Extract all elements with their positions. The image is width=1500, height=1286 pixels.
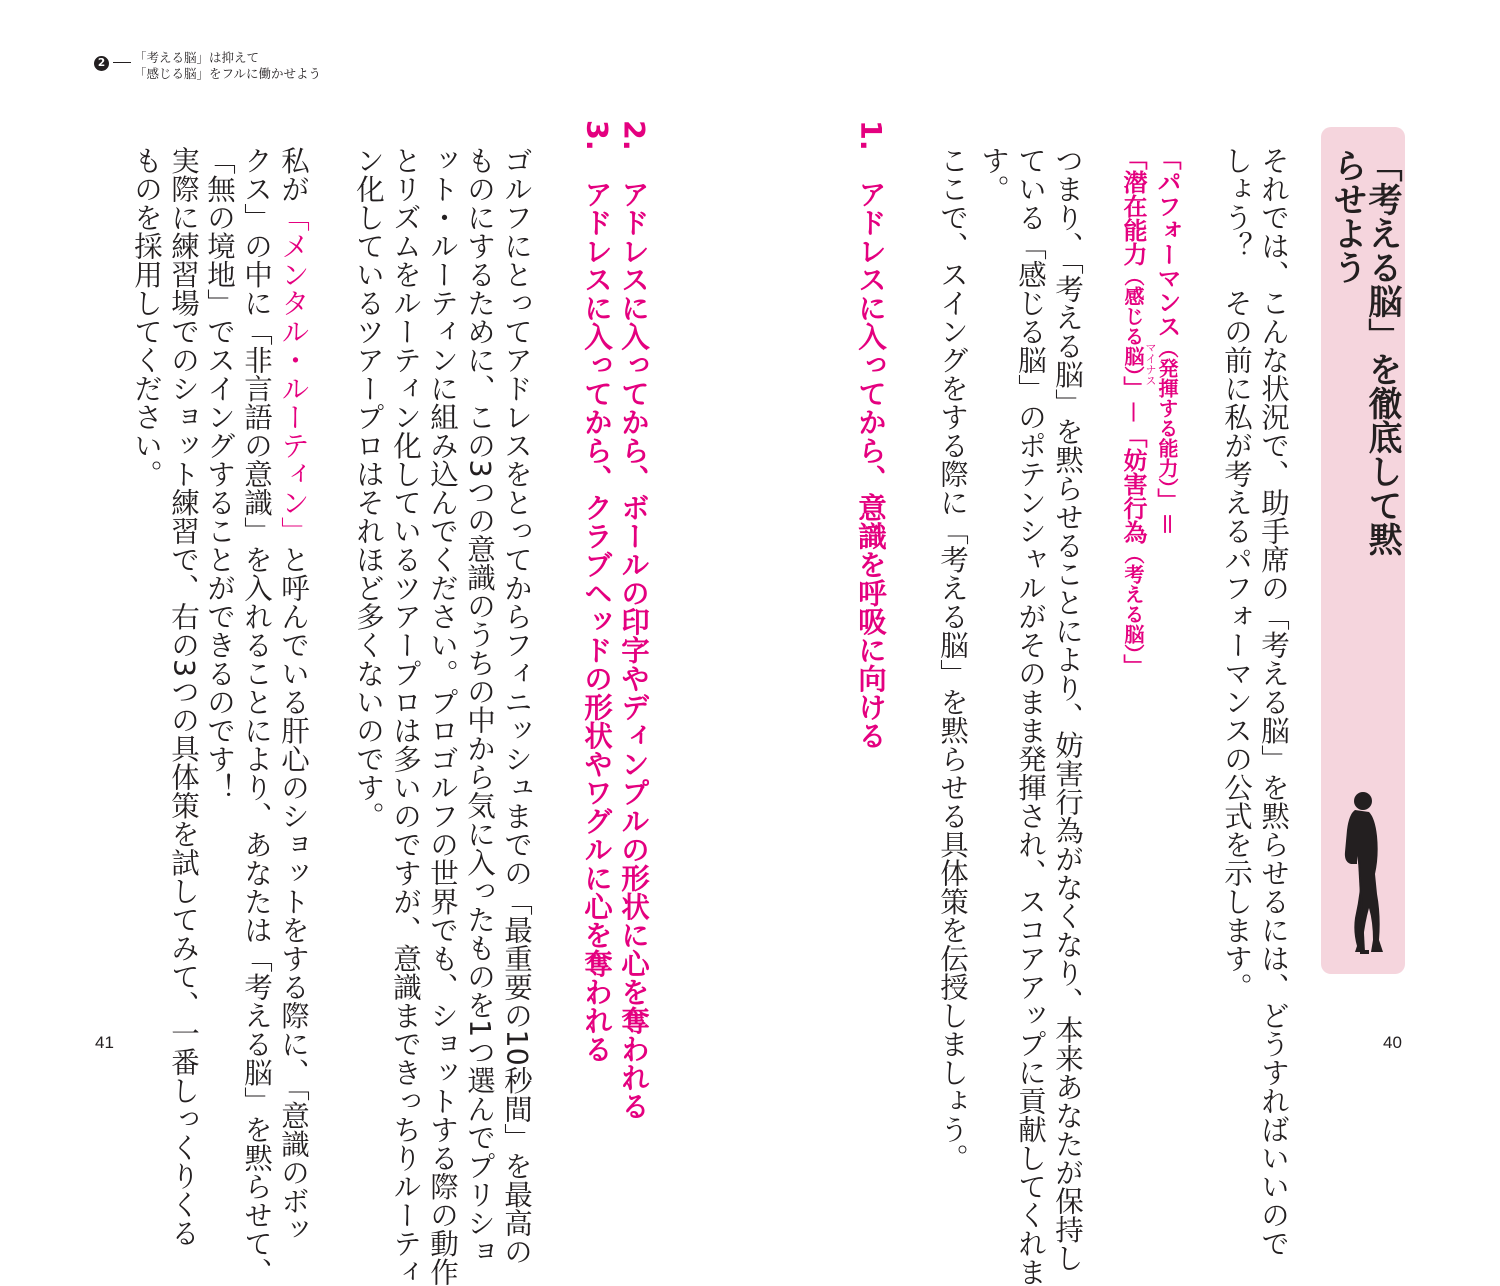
- list-item-2-text: アドレスに入ってから、ボールの印字やディンプルの形状に心を奪われる: [617, 179, 650, 1120]
- list-item-1-number: 1.: [854, 120, 887, 151]
- list-item-3: [578, 120, 615, 1063]
- paragraph1: [1218, 146, 1292, 1258]
- formula-line2: 「潜在能力（感じる脳）」－「妨害行為（考える脳）」: [1119, 146, 1147, 678]
- paragraph1-line2: しょう？ その前に私が考えるパフォーマンスの公式を示します。: [1220, 146, 1253, 1001]
- list-item-2: [615, 120, 652, 1120]
- paragraph6-line2: ものを採用してください。: [130, 146, 163, 488]
- paragraph5-line3: 「無の境地」でスイングすることができるのです！: [203, 146, 236, 802]
- list-item-2-number: 2.: [617, 120, 650, 151]
- formula-line1: 「パフォーマンス（発揮する能力）」＝: [1153, 146, 1181, 536]
- minus-ruby: マイナス: [1144, 342, 1157, 386]
- paragraph4-line4: とリズムをルーティン化しているツアープロは多いのですが、意識まできっちりルーティ: [389, 146, 422, 1286]
- chapter-rule: [113, 62, 131, 63]
- chapter-number-badge: 2: [94, 56, 109, 71]
- list-item-1: [852, 120, 889, 749]
- page-number-right: 40: [1383, 1033, 1402, 1052]
- running-header-line2: 「感じる脳」をフルに働かせよう: [134, 66, 322, 81]
- paragraph2-line1: つまり、「考える脳」を黙らせることにより、妨害行為がなくなり、本来あなたが保持し: [1051, 146, 1084, 1272]
- page-number-left: 41: [95, 1033, 114, 1052]
- paragraph2-line2: ている「感じる脳」のポテンシャルがそのまま発揮され、スコアアップに貢献してくれま: [1014, 146, 1047, 1286]
- paragraph1-line1: それでは、こんな状況で、助手席の「考える脳」を黙らせるには、どうすればいいので: [1257, 146, 1290, 1258]
- paragraph5: [201, 146, 312, 1286]
- paragraph4-line3: ット・ルーティンに組み込んでください。プロゴルフの世界でも、ショットする際の動作: [426, 146, 459, 1286]
- paragraph2-line3: す。: [977, 146, 1010, 203]
- list-item-1-text: アドレスに入ってから、意識を呼吸に向ける: [854, 179, 887, 750]
- paragraph3: [934, 146, 971, 1172]
- list-item-3-text: アドレスに入ってから、クラブヘッドの形状やワグルに心を奪われる: [580, 179, 613, 1063]
- paragraph3-line1: ここで、スイングをする際に「考える脳」を黙らせる具体策を伝授しましょう。: [936, 146, 969, 1172]
- running-header-line1: 「考える脳」は抑えて: [134, 50, 260, 65]
- paragraph4-line5: ン化しているツアープロはそれほど多くないのです。: [352, 146, 385, 830]
- paragraph6: [128, 146, 202, 1247]
- paragraph4-line2: ものにするために、この3つの意識のうちの中から気に入ったものを1つ選んでプリショ: [463, 146, 496, 1266]
- paragraph5-line2: クス」の中に「非言語の意識」を入れることにより、あなたは「考える脳」を黙らせて、: [240, 146, 273, 1286]
- paragraph4: [350, 146, 535, 1286]
- paragraph5-line1: 私が「メンタル・ルーティン」と呼んでいる肝心のショットをする際に、「意識のボッ: [277, 146, 310, 1244]
- paragraph6-line1: 実際に練習場でのショット練習で、右の3つの具体策を試してみて、一番しっくりくる: [167, 146, 200, 1248]
- list-item-3-number: 3.: [580, 120, 613, 151]
- section-heading: 「考える脳」を徹底して黙らせよう: [1327, 148, 1402, 556]
- paragraph2: [975, 146, 1086, 1286]
- mental-routine-term: 「メンタル・ルーティン」: [277, 203, 310, 545]
- golfer-silhouette-icon: [1333, 790, 1399, 960]
- paragraph4-line1: ゴルフにとってアドレスをとってからフィニッシュまでの「最重要の10秒間」を最高の: [500, 146, 533, 1266]
